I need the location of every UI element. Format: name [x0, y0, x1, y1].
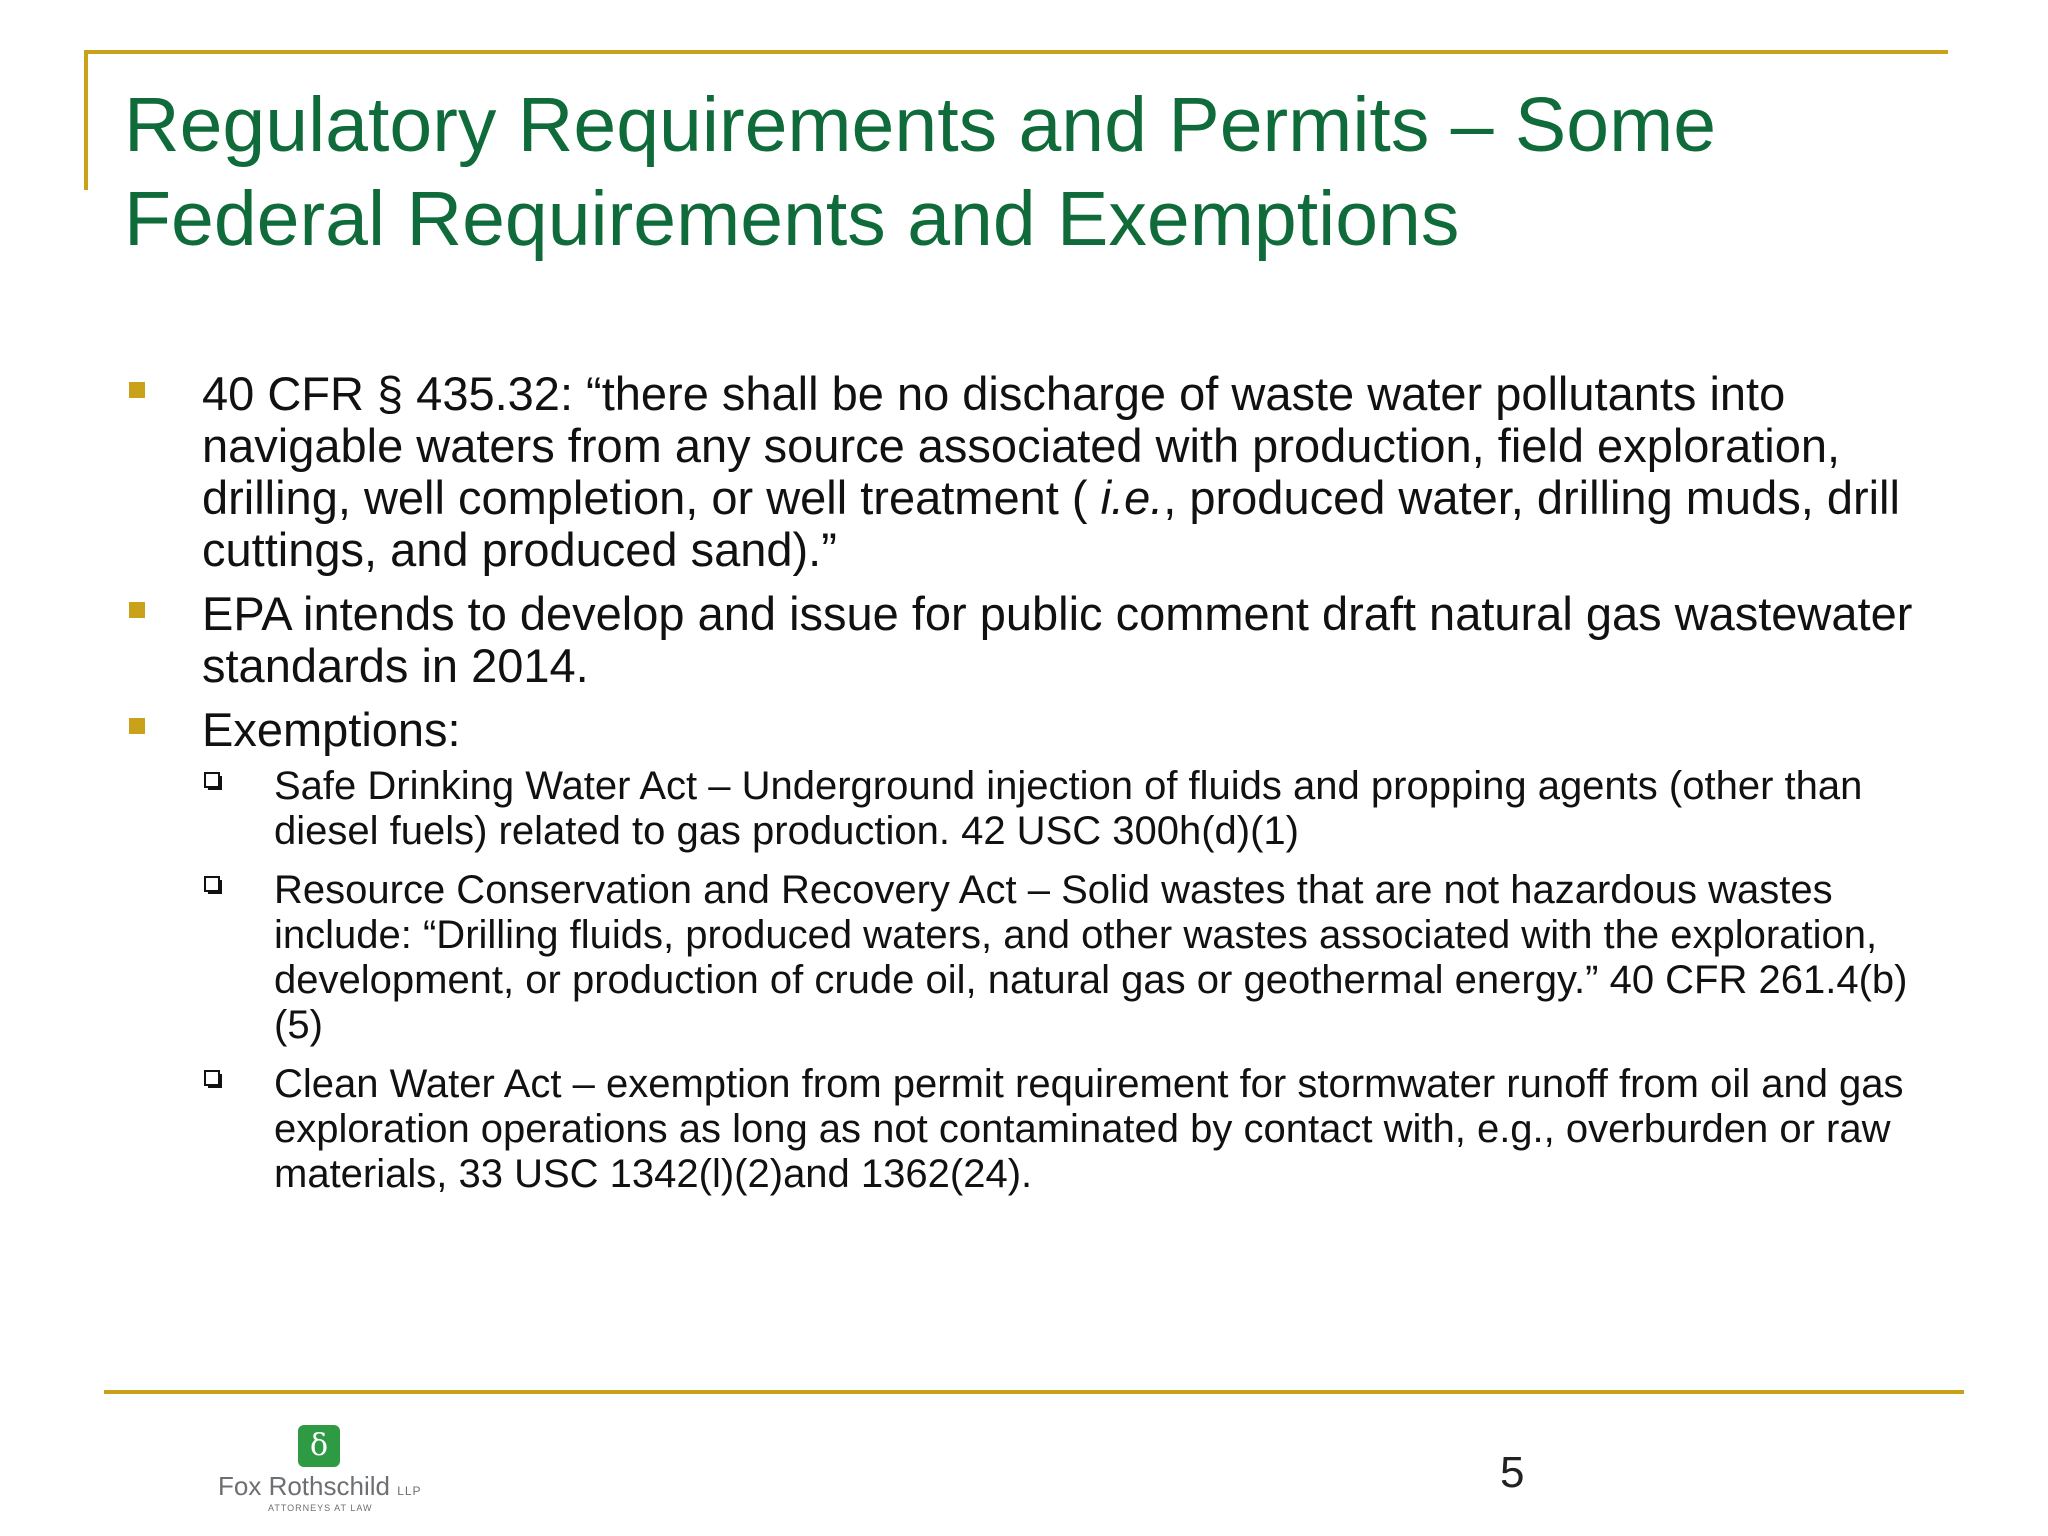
- page-number: 5: [1500, 1448, 1525, 1497]
- hollow-square-bullet-icon: [204, 1070, 220, 1086]
- bullet-item-cfr-435: [124, 368, 1944, 576]
- bullet-text-post: , produced water, drilling muds, drill cuttings, and produced sand).”: [202, 471, 1900, 576]
- slide-title-line-1: Regulatory Requirements and Permits – Some: [124, 82, 1717, 168]
- logo-tagline: ATTORNEYS AT LAW: [268, 1503, 373, 1513]
- logo-firm-name: [218, 1471, 422, 1502]
- delta-logo-icon: δ: [298, 1425, 340, 1467]
- bottom-divider-rule: [104, 1390, 1964, 1394]
- bullet-text-pre: 40 CFR § 435.32: “there shall be no discharge of waste water pollutants into navigable waters from any source associated with production, field exploration, drilling, well completion, or well treatment (: [202, 367, 1841, 524]
- logo-name-text: Fox Rothschild: [218, 1471, 390, 1501]
- square-bullet-icon: [129, 718, 145, 734]
- bullet-item-exemptions: [124, 704, 1944, 1197]
- sub-item-clean-water-act: [124, 1062, 1944, 1197]
- exemptions-sub-list: [202, 764, 1944, 1197]
- hollow-square-bullet-icon: [204, 876, 220, 892]
- sub-item-rcra: [124, 868, 1944, 1048]
- top-divider-rule: [84, 50, 1948, 54]
- sub-item-text: Resource Conservation and Recovery Act – Solid wastes that are not hazardous wastes include: “Drilling fluids, produced waters, and other wastes associated with the exploration, development, or production of crude oil, natural gas or geothermal energy.” 40 CFR 261.4(b)(5): [274, 868, 1908, 1047]
- bullet-text: EPA intends to develop and issue for public comment draft natural gas wastewater standards in 2014.: [202, 587, 1913, 692]
- sub-item-text: Clean Water Act – exemption from permit requirement for stormwater runoff from oil and gas exploration operations as long as not contaminated by contact with, e.g., overburden or raw materials, 33 USC 1342(l)(2)and 1362(24).: [274, 1062, 1904, 1196]
- fox-rothschild-logo: [218, 1425, 438, 1520]
- slide-title: [124, 78, 1924, 266]
- slide-title-line-2: Federal Requirements and Exemptions: [124, 176, 1460, 262]
- bullet-item-epa-standards: [124, 588, 1944, 692]
- left-divider-rule: [84, 50, 88, 190]
- hollow-square-bullet-icon: [204, 772, 220, 788]
- square-bullet-icon: [129, 602, 145, 618]
- sub-item-text: Safe Drinking Water Act – Underground injection of fluids and propping agents (other than diesel fuels) related to gas production. 42 USC 300h(d)(1): [274, 764, 1863, 853]
- bullet-text: Exemptions:: [202, 703, 461, 756]
- sub-item-safe-drinking-water-act: [124, 764, 1944, 854]
- logo-llp-suffix: LLP: [397, 1484, 422, 1498]
- slide-content: [124, 368, 1944, 1209]
- bullet-text-italic: i.e.: [1100, 471, 1164, 524]
- main-bullet-list: [124, 368, 1944, 1197]
- square-bullet-icon: [129, 382, 145, 398]
